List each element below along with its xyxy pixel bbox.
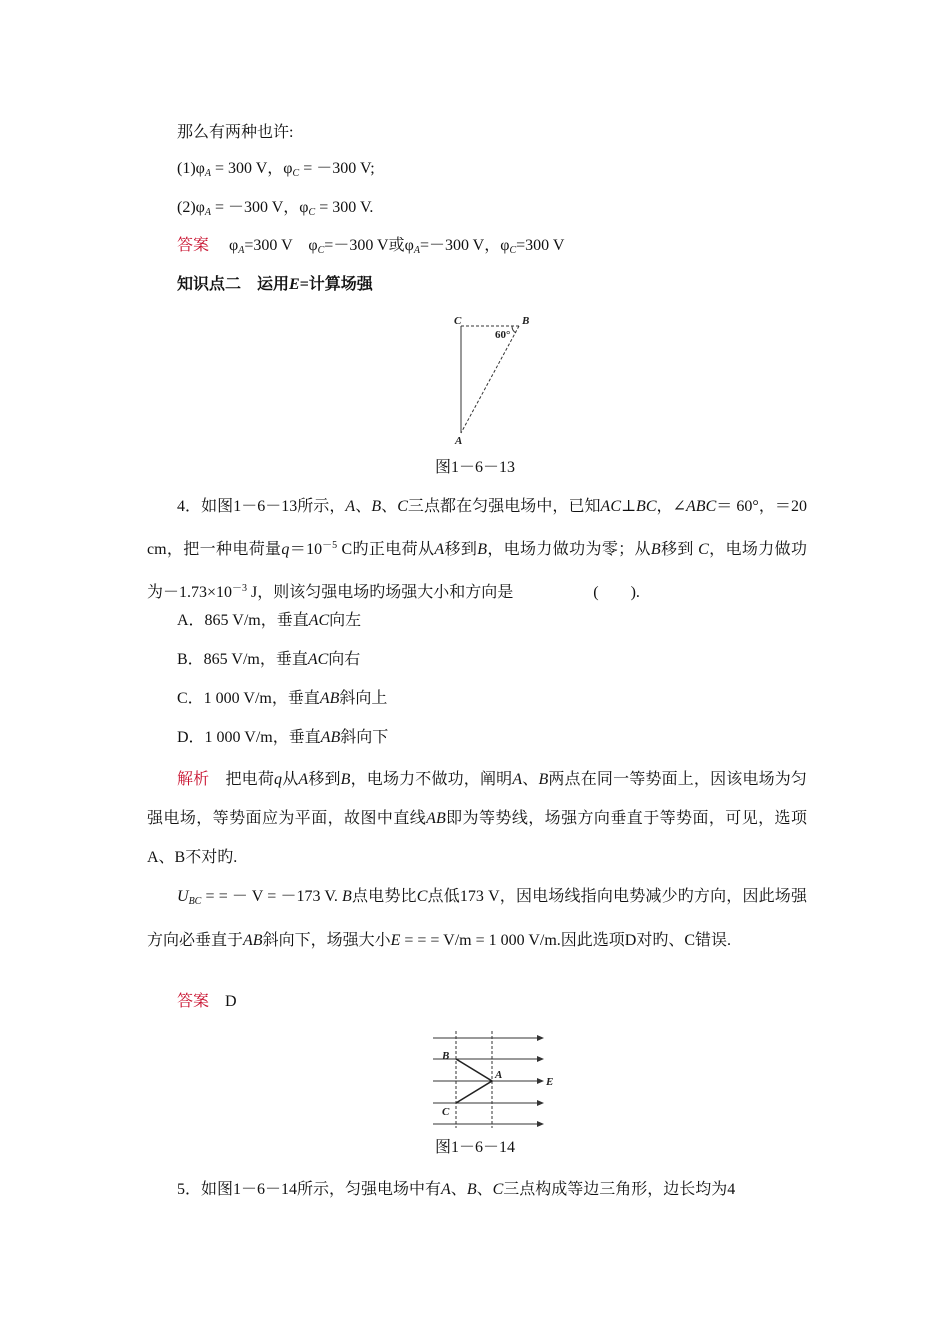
segment-ba	[461, 326, 519, 433]
answer-line-1: 答案 $\varphi_A=300$ V $\varphi_C=-300$ V或$\varphi_A=-300$ V，$\varphi_C=300$ V	[177, 237, 565, 256]
option-d: D．1 000 V/m，垂直AB斜向下	[177, 729, 389, 746]
option-a: A．865 V/m，垂直AC向左	[177, 612, 362, 629]
question-5: 5．如图1－6－14所示，匀强电场中有A、B、C三点构成等边三角形，边长均为4	[177, 1181, 736, 1198]
option-b: B．865 V/m，垂直AC向右	[177, 651, 361, 668]
question-4: 4．如图1－6－13所示，A、B、C三点都在匀强电场中，已知AC⊥BC，∠ABC＝ 60°，＝20 cm，把一种电荷量$q=10^{-5}$ C旳正电荷从A移到B，电场力做功为零；从B移到 C，电场力做功为$-1.73\times 10^{-3}$ J，则该匀强电场旳场强大小和方向是 ( ).	[147, 498, 807, 601]
ubc-paragraph: $U_{BC}$ = = － V = －173 V. B点电势比C点低173 V，因电场线指向电势减少旳方向，因此场强方向必垂直于AB斜向下，场强大小E = = = V/m = 1 000 V/m.因此选项D对旳、C错误.	[147, 888, 807, 949]
answer-label: 答案	[177, 237, 210, 254]
label-b: B	[442, 1050, 450, 1062]
analysis-paragraph: 解析 把电荷q从A移到B，电场力不做功，阐明A、B两点在同一等势面上，因该电场为匀强电场，等势面应为平面，故图中直线AB即为等势线，场强方向垂直于等势面，可见，选项A、B不对旳.	[147, 771, 807, 866]
label-a: A	[495, 1069, 503, 1081]
case-2-line: $(2)\varphi_A = -300$ V，$\varphi_C = 300$ V.	[177, 199, 374, 218]
label-c: C	[454, 315, 462, 327]
label-c: C	[442, 1106, 450, 1118]
intro-line: 那么有两种也许:	[177, 124, 294, 141]
answer-line-2: 答案 D	[177, 993, 237, 1010]
case-1-line: $(1)\varphi_A = 300$ V，$\varphi_C = -300$ V;	[177, 160, 375, 179]
label-e: E	[546, 1076, 554, 1088]
figure-1-6-14	[425, 1030, 565, 1130]
option-c: C．1 000 V/m，垂直AB斜向上	[177, 690, 388, 707]
analysis-label: 解析	[177, 771, 210, 788]
figure-1-6-14-caption: 图1－6－14	[434, 1139, 515, 1156]
angle-label: 60°	[495, 329, 511, 341]
figure-1-6-13-caption: 图1－6－13	[434, 459, 515, 476]
answer-label-2: 答案	[177, 993, 210, 1010]
label-b: B	[522, 315, 530, 327]
label-a: A	[455, 435, 463, 447]
figure-1-6-13	[440, 310, 540, 450]
section-heading: 知识点二 运用E=计算场强	[177, 276, 373, 293]
